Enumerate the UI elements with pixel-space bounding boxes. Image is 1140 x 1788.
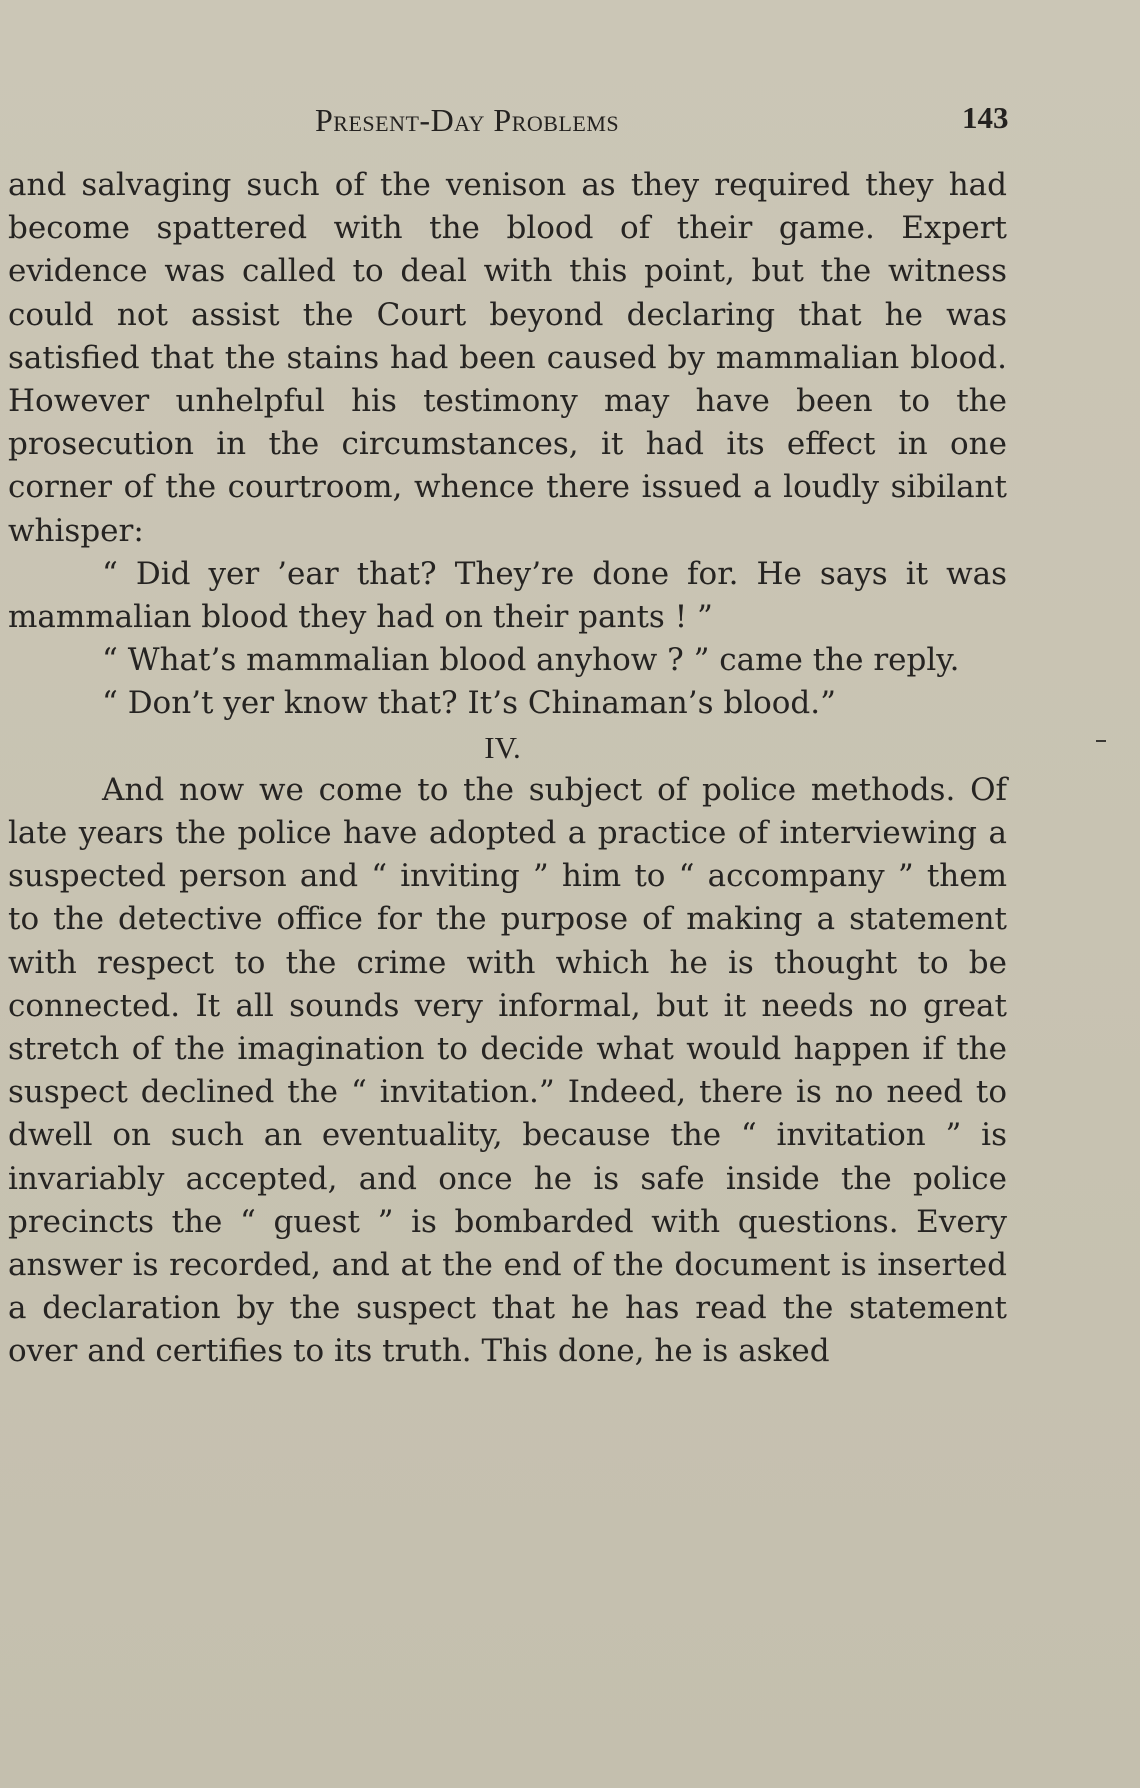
quoted-paragraph: “ Don’t yer know that? It’s Chinaman’s blood.”	[102, 685, 836, 722]
running-head: Present-Day Problems	[315, 102, 620, 138]
page-header	[0, 96, 1140, 146]
page-number: 143	[962, 100, 1009, 135]
margin-mark	[1096, 740, 1106, 742]
section-number: IV.	[484, 729, 521, 765]
quoted-paragraph: “ Did yer ’ear that? They’re done for. He says it was mammalian blood they had on their pants ! ”	[8, 555, 1007, 636]
paragraph: and salvaging such of the venison as they required they had become spattered with the blood of their game. Expert evidence was called to deal with this point, but the witness could not assist the Court beyond declaring that he was satisfied that the stains had been caused by mammalian blood. However unhelpful his testimony may have been to the prosecution in the circumstances, it had its effect in one corner of the courtroom, whence there issued a loudly sibilant whisper:	[8, 167, 1007, 549]
quoted-paragraph: “ What’s mammalian blood anyhow ? ” came the reply.	[102, 642, 960, 679]
body-text	[8, 164, 1007, 1374]
paragraph: And now we come to the subject of police methods. Of late years the police have adopted a practice of interviewing a suspected person and “ inviting ” him to “ accompany ” them to the detective office for the purpose of making a statement with respect to the crime with which he is thought to be connected. It all sounds very informal, but it needs no great stretch of the imagination to decide what would happen if the suspect declined the “ invitation.” Indeed, there is no need to dwell on such an eventuality, because the “ invitation ” is invariably accepted, and once he is safe inside the police precincts the “ guest ” is bombarded with questions. Every answer is recorded, and at the end of the document is inserted a declaration by the suspect that he has read the statement over and certifies to its truth. This done, he is asked	[8, 771, 1007, 1370]
